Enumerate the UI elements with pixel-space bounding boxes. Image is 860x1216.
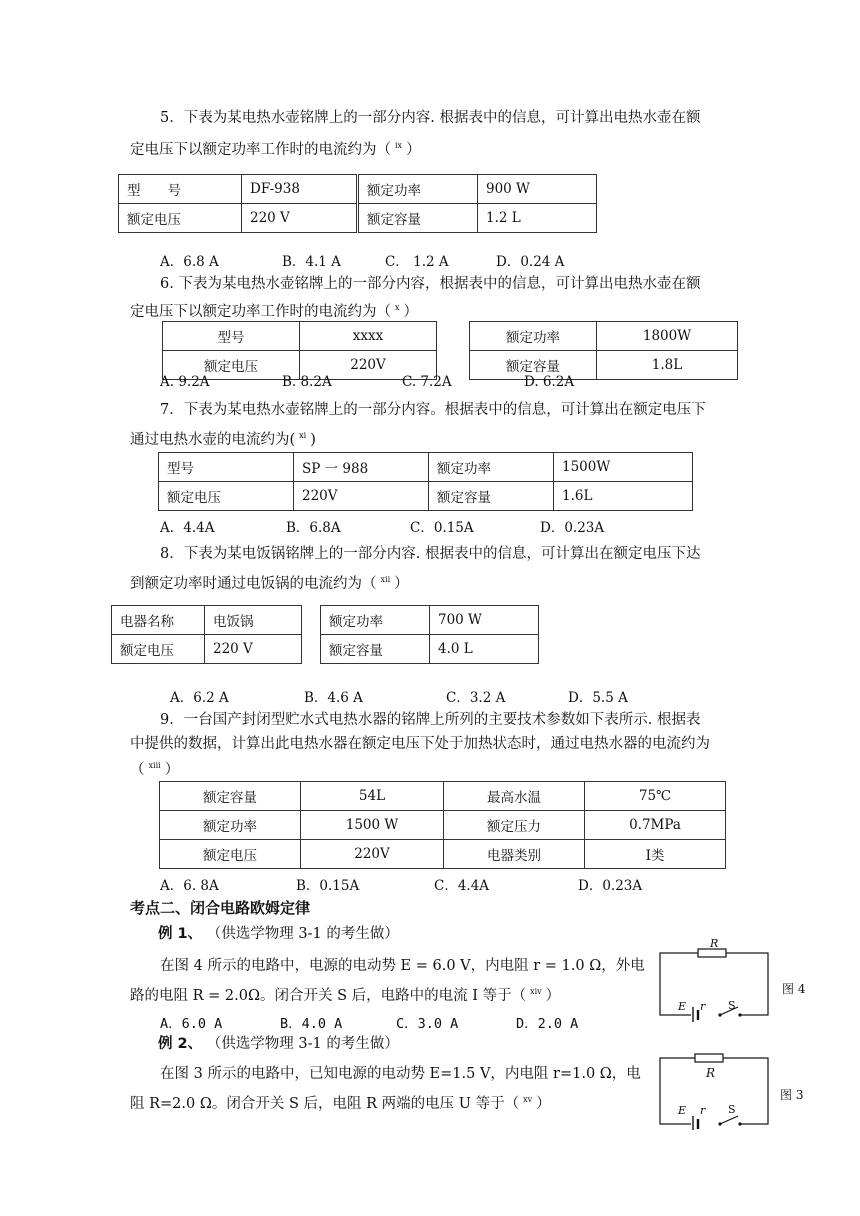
fig4-label-small-r: r xyxy=(700,1000,706,1013)
q5-line2: 定电压下以额定功率工作时的电流约为（ $^{ix}$ ） xyxy=(130,141,421,158)
fig3-label-small-r: r xyxy=(700,1104,706,1117)
table-cell: 最高水温 xyxy=(444,782,585,811)
q7-option-a: A．4.4A xyxy=(160,520,215,536)
table-cell: 0.7MPa xyxy=(585,811,726,840)
q8-option-a: A．6.2 A xyxy=(170,690,229,706)
fig3-caption: 图 3 xyxy=(780,1088,804,1102)
footnote-ref: x xyxy=(395,303,400,312)
q6-option-b: B. 8.2A xyxy=(282,374,332,390)
q6-option-c: C. 7.2A xyxy=(402,374,452,390)
q5-option-c: C． 1.2 A xyxy=(385,254,449,270)
table-cell: 220V xyxy=(294,482,429,511)
q9-line2: 中提供的数据，计算出此电热水器在额定电压下处于加热状态时，通过电热水器的电流约为 xyxy=(130,736,710,752)
ex1-option-c: C．3.0 A xyxy=(396,1016,459,1032)
table-cell: 1500 W xyxy=(301,811,444,840)
ex1-line2: 路的电阻 R = 2.0Ω。闭合开关 S 后，电路中的电流 I 等于（ $^{xiv}$ ） xyxy=(130,987,561,1004)
table-cell: 1.2 L xyxy=(478,204,597,233)
table-cell: 700 W xyxy=(430,606,539,635)
ex2-line1: 在图 3 所示的电路中，已知电源的电动势 E=1.5 V，内电阻 r=1.0 Ω，电 xyxy=(160,1066,641,1082)
table-cell: 额定功率 xyxy=(470,322,597,351)
q6-line2: 定电压下以额定功率工作时的电流约为（ $^x$ ） xyxy=(130,303,419,320)
table-cell: 220V xyxy=(301,840,444,869)
table-gap xyxy=(302,606,321,635)
q8-option-b: B．4.6 A xyxy=(304,690,363,706)
table-cell: 额定电压 xyxy=(163,351,300,380)
table-cell: 电器类别 xyxy=(444,840,585,869)
q9-line3: （ $^{xiii}$ ） xyxy=(130,761,180,778)
q9-option-d: D．0.23A xyxy=(578,878,643,894)
q5-option-d: D．0.24 A xyxy=(496,254,565,270)
q7-option-d: D．0.23A xyxy=(540,520,605,536)
table-cell: 54L xyxy=(301,782,444,811)
q9-line1: 9．一台国产封闭型贮水式电热水器的铭牌上所列的主要技术参数如下表所示. 根据表 xyxy=(160,712,701,728)
table-gap xyxy=(437,322,470,351)
table-cell: DF-938 xyxy=(242,175,358,204)
table-cell: 额定功率 xyxy=(160,811,301,840)
ex1-option-b: B．4.0 A xyxy=(280,1016,343,1032)
q8-nameplate-table xyxy=(111,605,539,664)
ex2-line2: 阻 R=2.0 Ω。闭合开关 S 后，电阻 R 两端的电压 U 等于（ $^{xv}$ ） xyxy=(130,1095,551,1112)
fig3-label-s: S xyxy=(728,1103,736,1116)
q8-line2: 到额定功率时通过电饭锅的电流约为（ $^{xii}$ ） xyxy=(130,575,409,592)
fig3-label-e: E xyxy=(678,1104,687,1117)
table-cell: 电饭锅 xyxy=(205,606,302,635)
table-cell: 额定电压 xyxy=(160,840,301,869)
table-cell: 型号 xyxy=(163,322,300,351)
fig4-label-s: S xyxy=(728,999,736,1012)
table-cell: 1500W xyxy=(554,453,693,482)
ex1-header: 例 1、 （供选学物理 3-1 的考生做） xyxy=(158,926,399,942)
q7-nameplate-table xyxy=(158,452,693,511)
section-heading: 考点二、闭合电路欧姆定律 xyxy=(130,899,311,917)
table-cell: 额定容量 xyxy=(470,351,597,380)
q6-line1: 6. 下表为某电热水壶铭牌上的一部分内容，根据表中的信息，可计算出电热水壶在额 xyxy=(160,276,701,292)
table-cell: 75℃ xyxy=(585,782,726,811)
table-cell: 额定电压 xyxy=(112,635,205,664)
table-cell: 型 号 xyxy=(119,175,242,204)
table-cell: 4.0 L xyxy=(430,635,539,664)
q8-option-c: C．3.2 A xyxy=(446,690,506,706)
table-cell: Ⅰ类 xyxy=(585,840,726,869)
q7-line2: 通过电热水壶的电流约为( $^{xi}$ ) xyxy=(130,431,316,448)
q8-option-d: D．5.5 A xyxy=(568,690,628,706)
table-cell: 额定功率 xyxy=(321,606,430,635)
footnote-ref: xv xyxy=(523,1095,533,1104)
footnote-ref: xiii xyxy=(148,761,161,770)
table-cell: 额定容量 xyxy=(160,782,301,811)
footnote-ref: xii xyxy=(380,575,391,584)
q7-line1: 7．下表为某电热水壶铭牌上的一部分内容。根据表中的信息，可计算出在额定电压下 xyxy=(160,402,706,418)
q6-nameplate-table xyxy=(162,321,738,380)
footnote-ref: xi xyxy=(299,431,307,440)
q8-line1: 8．下表为某电饭锅铭牌上的一部分内容. 根据表中的信息，可计算出在额定电压下达 xyxy=(160,546,701,562)
fig4-label-e: E xyxy=(678,1000,687,1013)
table-cell: 电器名称 xyxy=(112,606,205,635)
table-cell: 1.6L xyxy=(554,482,693,511)
ex1-option-a: A．6.0 A xyxy=(160,1016,223,1032)
table-cell: 型号 xyxy=(159,453,294,482)
table-cell: 额定容量 xyxy=(321,635,430,664)
fig4-caption: 图 4 xyxy=(782,982,806,996)
table-cell: 额定容量 xyxy=(358,204,478,233)
table-cell: xxxx xyxy=(300,322,437,351)
table-cell: SP 一 988 xyxy=(294,453,429,482)
q7-option-b: B．6.8A xyxy=(286,520,341,536)
q6-option-d: D. 6.2A xyxy=(524,374,575,390)
q9-option-b: B．0.15A xyxy=(296,878,360,894)
q9-option-a: A．6. 8A xyxy=(160,878,219,894)
q7-option-c: C．0.15A xyxy=(410,520,474,536)
ex1-option-d: D．2.0 A xyxy=(516,1016,579,1032)
fig3-label-r: R xyxy=(706,1066,716,1080)
table-cell: 额定功率 xyxy=(358,175,478,204)
q9-option-c: C．4.4A xyxy=(434,878,490,894)
fig4-label-r: R xyxy=(710,937,719,950)
ex1-line1: 在图 4 所示的电路中，电源的电动势 E = 6.0 V，内电阻 r = 1.0 Ω，外电 xyxy=(160,958,645,974)
q5-option-b: B．4.1 A xyxy=(282,254,341,270)
table-cell: 900 W xyxy=(478,175,597,204)
table-cell: 额定压力 xyxy=(444,811,585,840)
q5-option-a: A．6.8 A xyxy=(160,254,219,270)
footnote-ref: xiv xyxy=(530,987,542,996)
table-cell: 220 V xyxy=(242,204,358,233)
q6-option-a: A. 9.2A xyxy=(160,374,210,390)
q5-nameplate-table xyxy=(118,174,597,233)
table-gap xyxy=(302,635,321,664)
circuit-diagram-fig3 xyxy=(655,1046,775,1130)
table-cell: 1800W xyxy=(597,322,738,351)
footnote-ref: ix xyxy=(395,141,403,150)
table-cell: 额定电压 xyxy=(159,482,294,511)
table-cell: 220V xyxy=(300,351,437,380)
table-cell: 额定功率 xyxy=(429,453,554,482)
circuit-diagram-fig4 xyxy=(655,938,775,1022)
table-cell: 额定电压 xyxy=(119,204,242,233)
table-cell: 1.8L xyxy=(597,351,738,380)
ex2-header: 例 2、 （供选学物理 3-1 的考生做） xyxy=(158,1036,399,1052)
q5-line1: 5．下表为某电热水壶铭牌上的一部分内容. 根据表中的信息，可计算出电热水壶在额 xyxy=(160,110,701,126)
q9-specs-table xyxy=(159,781,726,869)
table-cell: 220 V xyxy=(205,635,302,664)
table-cell: 额定容量 xyxy=(429,482,554,511)
